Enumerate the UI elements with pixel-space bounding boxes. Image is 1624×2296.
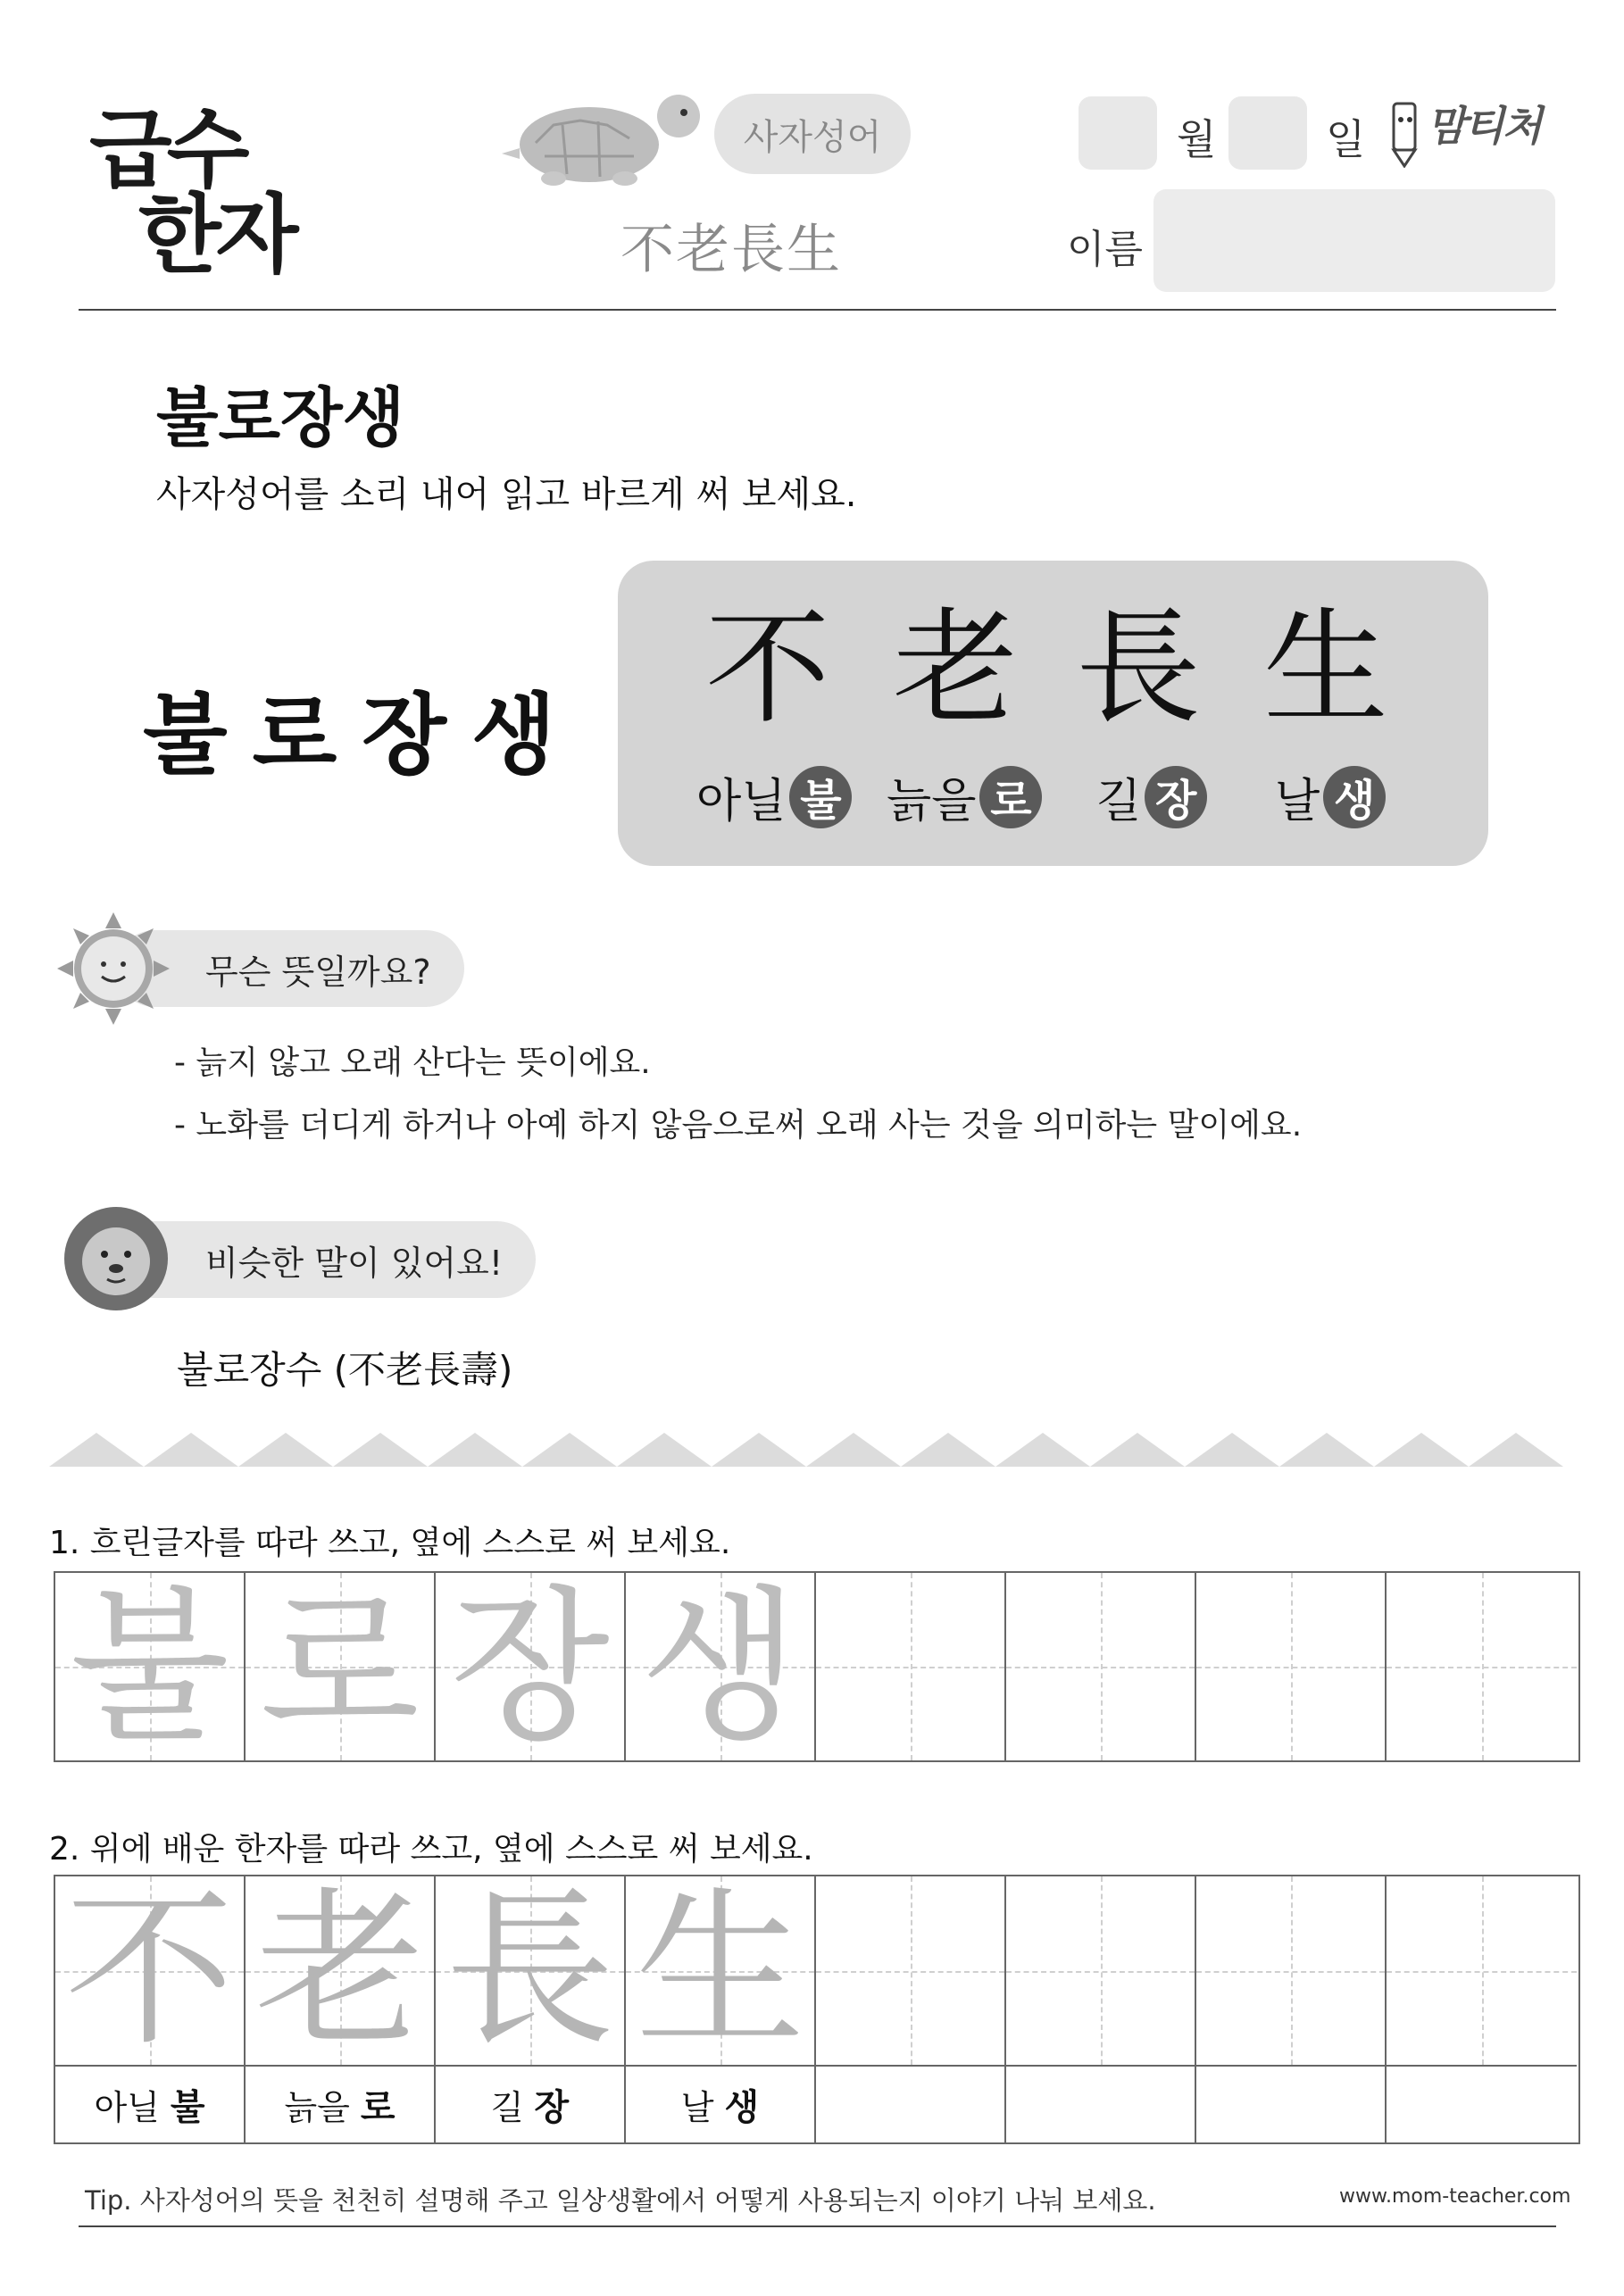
card-meaning-2 (887, 763, 1042, 830)
sound-text: 불 (170, 2087, 205, 2128)
empty-meaning-cell[interactable] (816, 2067, 1006, 2142)
meaning-text: 아닐 (696, 775, 787, 828)
logo-text-top: 급수 (89, 100, 245, 200)
instruction-text: 사자성어를 소리 내어 읽고 바르게 써 보세요. (156, 474, 857, 515)
logo-text-bottom: 한자 (138, 185, 294, 285)
meaning-text: 늙을 (284, 2088, 350, 2127)
zigzag-divider (49, 1433, 1576, 1468)
task1-instruction: 1. 흐린글자를 따라 쓰고, 옆에 스스로 써 보세요. (49, 1525, 731, 1561)
task2-grid (54, 1871, 1580, 2144)
meaning-cell-3 (436, 2067, 626, 2142)
meaning-cell-2 (246, 2067, 436, 2142)
trace-cell[interactable] (55, 1871, 246, 2069)
sound-badge: 생 (1323, 766, 1386, 828)
similar-section-text: 비슷한 말이 있어요! (205, 1243, 504, 1283)
similar-section-label (116, 1221, 536, 1298)
trace-cell[interactable] (626, 1871, 816, 2069)
write-cell[interactable] (1387, 1573, 1577, 1760)
write-cell[interactable] (816, 1573, 1006, 1760)
meaning-text: 날 (1275, 775, 1320, 828)
write-cell[interactable] (1387, 1876, 1577, 2067)
sound-text: 로 (360, 2087, 396, 2128)
big-reading: 불로장생 (143, 685, 581, 786)
footer-url: www.mom-teacher.com (1339, 2185, 1571, 2208)
brand-logo: 맘티처 (1427, 102, 1541, 150)
meaning-section-text: 무슨 뜻일까요? (205, 952, 431, 992)
header-divider (79, 309, 1556, 311)
card-meaning-3 (1096, 763, 1207, 830)
write-cell[interactable] (816, 1876, 1006, 2067)
month-input-box[interactable] (1079, 96, 1157, 170)
trace-char: 不 (64, 1871, 235, 2069)
trace-char: 불 (70, 1569, 229, 1763)
trace-char: 생 (640, 1569, 800, 1763)
meaning-text: 늙을 (887, 775, 977, 828)
meaning-text: 길 (490, 2088, 524, 2127)
trace-cell[interactable] (246, 1569, 436, 1763)
name-input-box[interactable] (1153, 189, 1555, 292)
month-label: 월 (1177, 115, 1217, 163)
sound-badge: 장 (1145, 766, 1207, 828)
trace-char: 장 (450, 1569, 610, 1763)
meaning-cell-4 (626, 2067, 816, 2142)
meaning-text: 날 (680, 2088, 714, 2127)
turtle-icon (500, 89, 705, 187)
tip-text: Tip. 사자성어의 뜻을 천천히 설명해 주고 일상생활에서 어떻게 사용되는지 이야기 나눠 보세요. (85, 2185, 1156, 2216)
trace-char: 生 (635, 1871, 805, 2069)
trace-cell[interactable] (626, 1569, 816, 1763)
similar-phrase: 불로장수 (不老長壽) (177, 1348, 513, 1392)
trace-char: 老 (254, 1871, 425, 2069)
meaning-text: 길 (1096, 775, 1142, 828)
lion-icon (58, 1201, 174, 1317)
empty-meaning-cell[interactable] (1387, 2067, 1577, 2142)
sound-text: 생 (724, 2087, 760, 2128)
trace-cell[interactable] (436, 1871, 626, 2069)
meaning-text: 아닐 (94, 2088, 160, 2127)
write-cell[interactable] (1006, 1876, 1196, 2067)
task1-grid (54, 1571, 1580, 1762)
trace-char: 로 (260, 1569, 420, 1763)
footer-divider (79, 2225, 1556, 2227)
day-input-box[interactable] (1228, 96, 1307, 170)
trace-cell[interactable] (55, 1569, 246, 1763)
empty-meaning-cell[interactable] (1196, 2067, 1387, 2142)
page-title: 불로장생 (156, 380, 405, 455)
sound-badge: 불 (789, 766, 852, 828)
header-hanja-title: 不老長生 (620, 219, 842, 281)
card-meaning-1 (696, 763, 852, 830)
card-hanja-3: 長 (1075, 596, 1201, 742)
sun-icon (55, 911, 171, 1027)
empty-meaning-cell[interactable] (1006, 2067, 1196, 2142)
task2-instruction: 2. 위에 배운 한자를 따라 쓰고, 옆에 스스로 써 보세요. (49, 1831, 813, 1868)
day-label: 일 (1326, 115, 1366, 163)
write-cell[interactable] (1006, 1573, 1196, 1760)
meaning-bullet-2: - 노화를 더디게 하거나 아예 하지 않음으로써 오래 사는 것을 의미하는 말이에요. (174, 1107, 1303, 1144)
card-meaning-4 (1275, 763, 1386, 830)
sound-badge: 로 (979, 766, 1042, 828)
trace-char: 長 (445, 1871, 615, 2069)
card-hanja-1: 不 (704, 596, 830, 742)
trace-cell[interactable] (246, 1871, 436, 2069)
name-label: 이름 (1067, 227, 1144, 272)
trace-cell[interactable] (436, 1569, 626, 1763)
sound-text: 장 (534, 2087, 570, 2128)
category-badge: 사자성어 (714, 94, 911, 174)
card-hanja-4: 生 (1262, 596, 1388, 742)
pencil-mascot-icon (1387, 96, 1422, 168)
card-hanja-2: 老 (892, 596, 1018, 742)
write-cell[interactable] (1196, 1876, 1387, 2067)
meaning-cell-1 (55, 2067, 246, 2142)
write-cell[interactable] (1196, 1573, 1387, 1760)
meaning-bullet-1: - 늙지 않고 오래 산다는 뜻이에요. (174, 1044, 651, 1081)
